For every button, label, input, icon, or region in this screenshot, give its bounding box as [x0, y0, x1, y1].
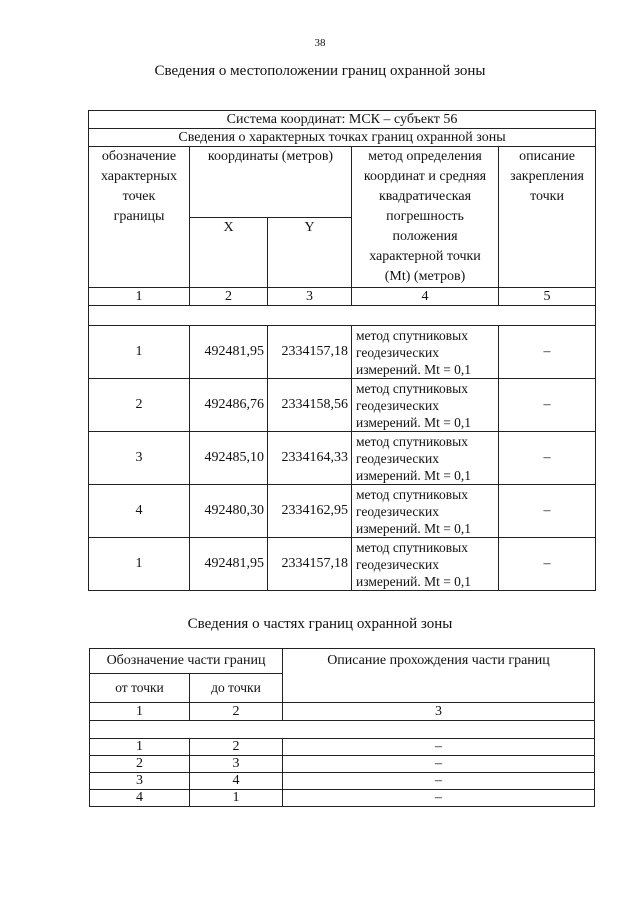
- method-cell: метод спутниковых геодезических измерений. Mt = 0,1: [352, 326, 499, 379]
- table-row: [89, 485, 596, 538]
- table-row: [90, 756, 595, 773]
- description-cell: –: [283, 756, 595, 773]
- col-number: 1: [89, 288, 190, 306]
- section-title-boundaries: Сведения о местоположении границ охранной зоны: [154, 63, 486, 79]
- to-point: 1: [190, 790, 283, 807]
- spacer-row: [90, 721, 595, 739]
- coord-y: 2334162,95: [268, 485, 352, 538]
- coord-x: 492481,95: [190, 326, 268, 379]
- description-cell: –: [283, 739, 595, 756]
- from-point: 2: [90, 756, 190, 773]
- header-coords: координаты (метров): [190, 147, 352, 218]
- header-part: Обозначение части границ: [90, 649, 283, 674]
- col-number: 1: [90, 703, 190, 721]
- point-id: 3: [89, 432, 190, 485]
- to-point: 2: [190, 739, 283, 756]
- col-number: 3: [283, 703, 595, 721]
- parts-table: [89, 648, 595, 807]
- coord-y: 2334157,18: [268, 538, 352, 591]
- point-id: 2: [89, 379, 190, 432]
- point-id: 1: [89, 538, 190, 591]
- table-subtitle: Сведения о характерных точках границ охранной зоны: [89, 129, 596, 147]
- from-point: 3: [90, 773, 190, 790]
- page-number: 38: [314, 37, 326, 49]
- spacer-row: [89, 306, 596, 326]
- col-number: 2: [190, 703, 283, 721]
- table-row: [90, 790, 595, 807]
- point-id: 1: [89, 326, 190, 379]
- to-point: 3: [190, 756, 283, 773]
- header-method: метод определения координат и средняя квадратическая погрешность положения характерной точки (Mt) (метров): [352, 147, 499, 288]
- to-point: 4: [190, 773, 283, 790]
- from-point: 4: [90, 790, 190, 807]
- coord-x: 492480,30: [190, 485, 268, 538]
- coord-y: 2334158,56: [268, 379, 352, 432]
- coord-y: 2334157,18: [268, 326, 352, 379]
- col-number: 2: [190, 288, 268, 306]
- table-row: [89, 432, 596, 485]
- coord-x: 492485,10: [190, 432, 268, 485]
- method-cell: метод спутниковых геодезических измерений. Mt = 0,1: [352, 432, 499, 485]
- coord-x: 492481,95: [190, 538, 268, 591]
- fixation-cell: –: [499, 538, 596, 591]
- col-number: 3: [268, 288, 352, 306]
- coord-y: 2334164,33: [268, 432, 352, 485]
- header-description: Описание прохождения части границ: [283, 649, 595, 703]
- fixation-cell: –: [499, 485, 596, 538]
- coord-system: Система координат: МСК – субъект 56: [89, 111, 596, 129]
- fixation-cell: –: [499, 326, 596, 379]
- header-fixation: описание закрепления точки: [499, 147, 596, 288]
- description-cell: –: [283, 790, 595, 807]
- point-id: 4: [89, 485, 190, 538]
- method-cell: метод спутниковых геодезических измерений. Mt = 0,1: [352, 485, 499, 538]
- method-cell: метод спутниковых геодезических измерений. Mt = 0,1: [352, 379, 499, 432]
- table-row: [89, 326, 596, 379]
- coord-x: 492486,76: [190, 379, 268, 432]
- points-table: [88, 110, 596, 591]
- description-cell: –: [283, 773, 595, 790]
- header-from: от точки: [90, 674, 190, 703]
- header-y: Y: [268, 217, 352, 288]
- fixation-cell: –: [499, 379, 596, 432]
- col-number: 4: [352, 288, 499, 306]
- header-x: X: [190, 217, 268, 288]
- table-row: [90, 773, 595, 790]
- table-row: [89, 538, 596, 591]
- table-row: [90, 739, 595, 756]
- col-number: 5: [499, 288, 596, 306]
- from-point: 1: [90, 739, 190, 756]
- header-designation: обозначение характерных точек границы: [89, 147, 190, 288]
- header-to: до точки: [190, 674, 283, 703]
- method-cell: метод спутниковых геодезических измерений. Mt = 0,1: [352, 538, 499, 591]
- section-title-parts: Сведения о частях границ охранной зоны: [187, 616, 453, 632]
- table-row: [89, 379, 596, 432]
- fixation-cell: –: [499, 432, 596, 485]
